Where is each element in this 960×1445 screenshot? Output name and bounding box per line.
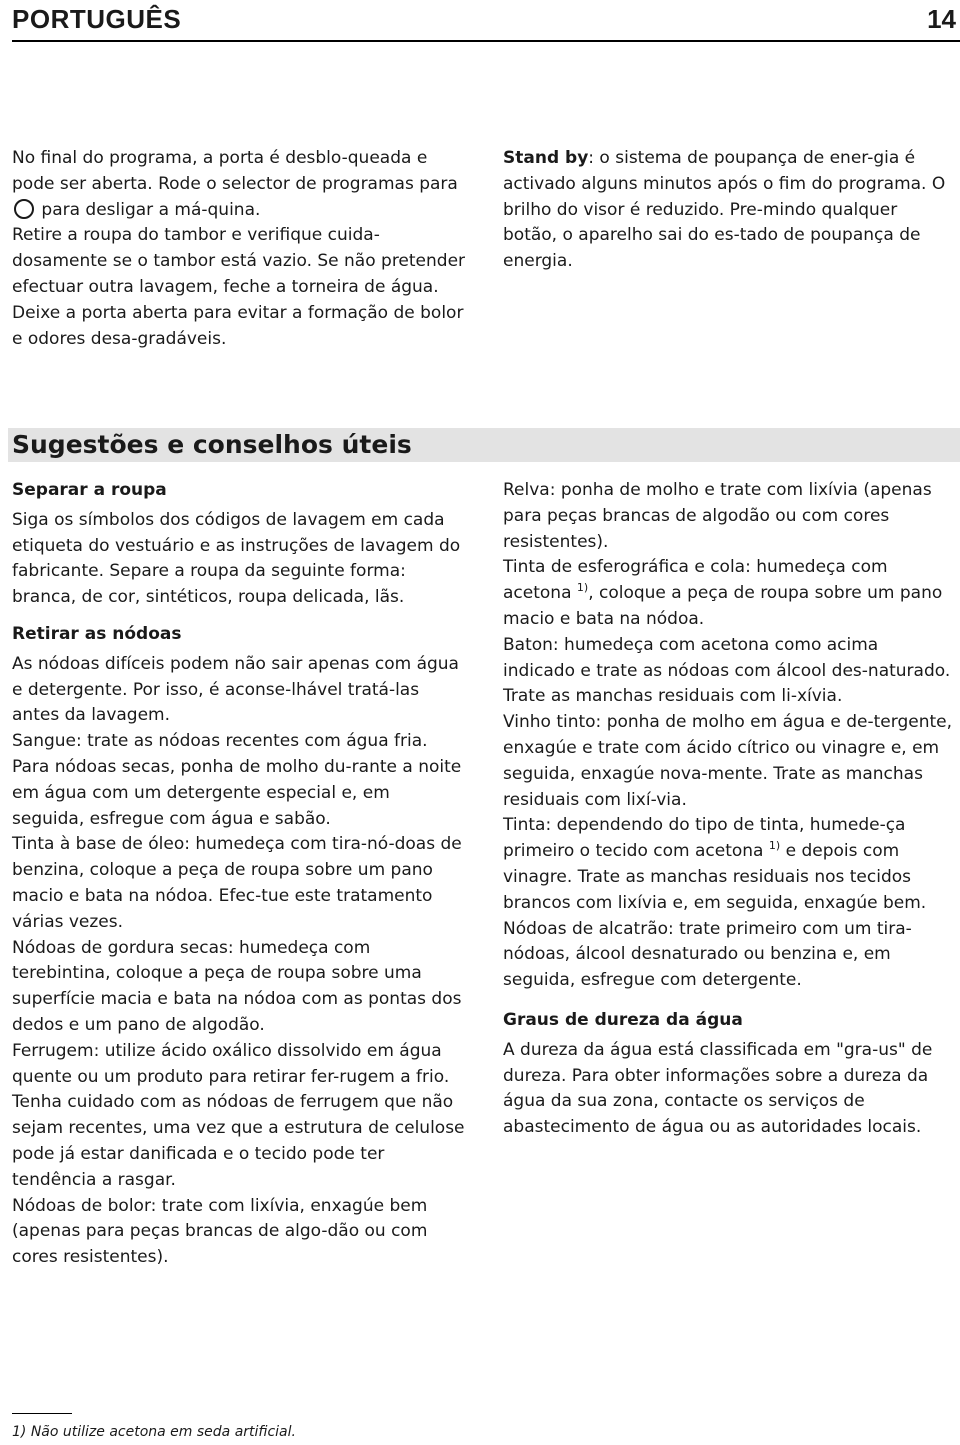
stain-baton: Baton: humedeça com acetona como acima indicado e trate as nódoas com álcool des-naturado. Trate as manchas residuais com li-xívia.: [503, 634, 951, 707]
footnote-ref: 1): [768, 839, 781, 853]
nodoas-tinta-oleo: Tinta à base de óleo: humedeça com tira-nó-doas de benzina, coloque a peça de roupa sobre um pano macio e bata na nódoa. Efec-tue este tratamento várias vezes.: [12, 834, 462, 932]
separar-text: Siga os símbolos dos códigos de lavagem em cada etiqueta do vestuário e as instruções de lavagem do fabricante. Separe a roupa da seguinte forma: branca, de cor, sintéticos, roupa delicada, lãs.: [12, 509, 461, 608]
standby-column: [503, 146, 955, 275]
nodoas-sangue: Sangue: trate as nódoas recentes com água fria. Para nódoas secas, ponha de molho du-rante a noite em água com um detergente especial e, em seguida, esfregue com água e sabão.: [12, 731, 462, 829]
nodoas-intro: As nódoas difíceis podem não sair apenas com água e detergente. Por isso, é aconse-lhável tratá-las antes da lavagem.: [12, 653, 459, 726]
dureza-text: A dureza da água está classificada em "gra-us" de dureza. Para obter informações sobre a dureza da água da sua zona, contacte os serviços de abastecimento de água ou as autoridades locais.: [503, 1039, 933, 1138]
footnote-divider: [12, 1413, 72, 1414]
page-number: 14: [927, 4, 956, 34]
nodoas-gordura: Nódoas de gordura secas: humedeça com terebintina, coloque a peça de roupa sobre uma superfície macia e bata na nódoa com as pontas dos dedos e um pano de algodão.: [12, 937, 462, 1035]
off-position-icon: [14, 199, 34, 219]
stain-relva: Relva: ponha de molho e trate com lixívia (apenas para peças brancas de algodão ou com cores resistentes).: [503, 480, 932, 552]
nodoas-ferrugem: Ferrugem: utilize ácido oxálico dissolvido em água quente ou um produto para retirar fer-rugem a frio. Tenha cuidado com as nódoas de ferrugem que não sejam recentes, uma vez que a estrutura de celulose pode já estar danificada e o tecido pode ter tendência a rasgar.: [12, 1040, 465, 1190]
subheading-nodoas: Retirar as nódoas: [12, 623, 182, 644]
subheading-dureza: Graus de dureza da água: [503, 1009, 743, 1030]
page-header: [12, 0, 960, 42]
intro-column: [12, 146, 467, 352]
subheading-separar: Separar a roupa: [12, 480, 167, 500]
language-title: PORTUGUÊS: [12, 4, 182, 34]
footnote: 1) Não utilize acetona em seda artificial.: [12, 1424, 296, 1440]
section-heading-bar: [8, 428, 960, 462]
stain-tinta: Tinta: dependendo do tipo de tinta, humede-ça primeiro o tecido com acetona $^{1)}$ e depois com vinagre. Trate as manchas residuais nos tecidos brancos com lixívia e, em seguida, enxagúe bem.: [503, 815, 927, 913]
left-column: [12, 478, 467, 1271]
section-title: Sugestões e conselhos úteis: [12, 430, 412, 459]
stain-alcatrao: Nódoas de alcatrão: trate primeiro com um tira-nódoas, álcool desnaturado ou benzina e, em seguida, esfregue com detergente.: [503, 918, 912, 991]
stain-esferografica: Tinta de esferográfica e cola: humedeça com acetona $^{1)}$, coloque a peça de roupa sobre um pano macio e bata na nódoa.: [503, 557, 943, 629]
intro-paragraph-1: No final do programa, a porta é desblo-queada e pode ser aberta. Rode o selector de programas para para desligar a má-quina.: [12, 148, 458, 220]
standby-label: Stand by: [503, 148, 589, 168]
stain-vinho: Vinho tinto: ponha de molho em água e de-tergente, enxagúe e trate com ácido cítrico ou vinagre e, em seguida, enxagúe nova-mente. Trate as manchas residuais com lixí-via.: [503, 712, 953, 810]
standby-paragraph: Stand by: o sistema de poupança de ener-gia é activado alguns minutos após o fim do programa. O brilho do visor é reduzido. Pre-mindo qualquer botão, o aparelho sai do es-tado de poupança de energia.: [503, 148, 946, 272]
footnote-ref: 1): [576, 581, 589, 595]
intro-paragraph-2: Retire a roupa do tambor e verifique cuida-dosamente se o tambor está vazio. Se não pretender efectuar outra lavagem, feche a torneira de água. Deixe a porta aberta para evitar a formação de bolor e odores desa-gradáveis.: [12, 225, 466, 349]
nodoas-bolor: Nódoas de bolor: trate com lixívia, enxagúe bem (apenas para peças brancas de algo-dão ou com cores resistentes).: [12, 1195, 428, 1268]
right-column: [503, 478, 955, 1141]
